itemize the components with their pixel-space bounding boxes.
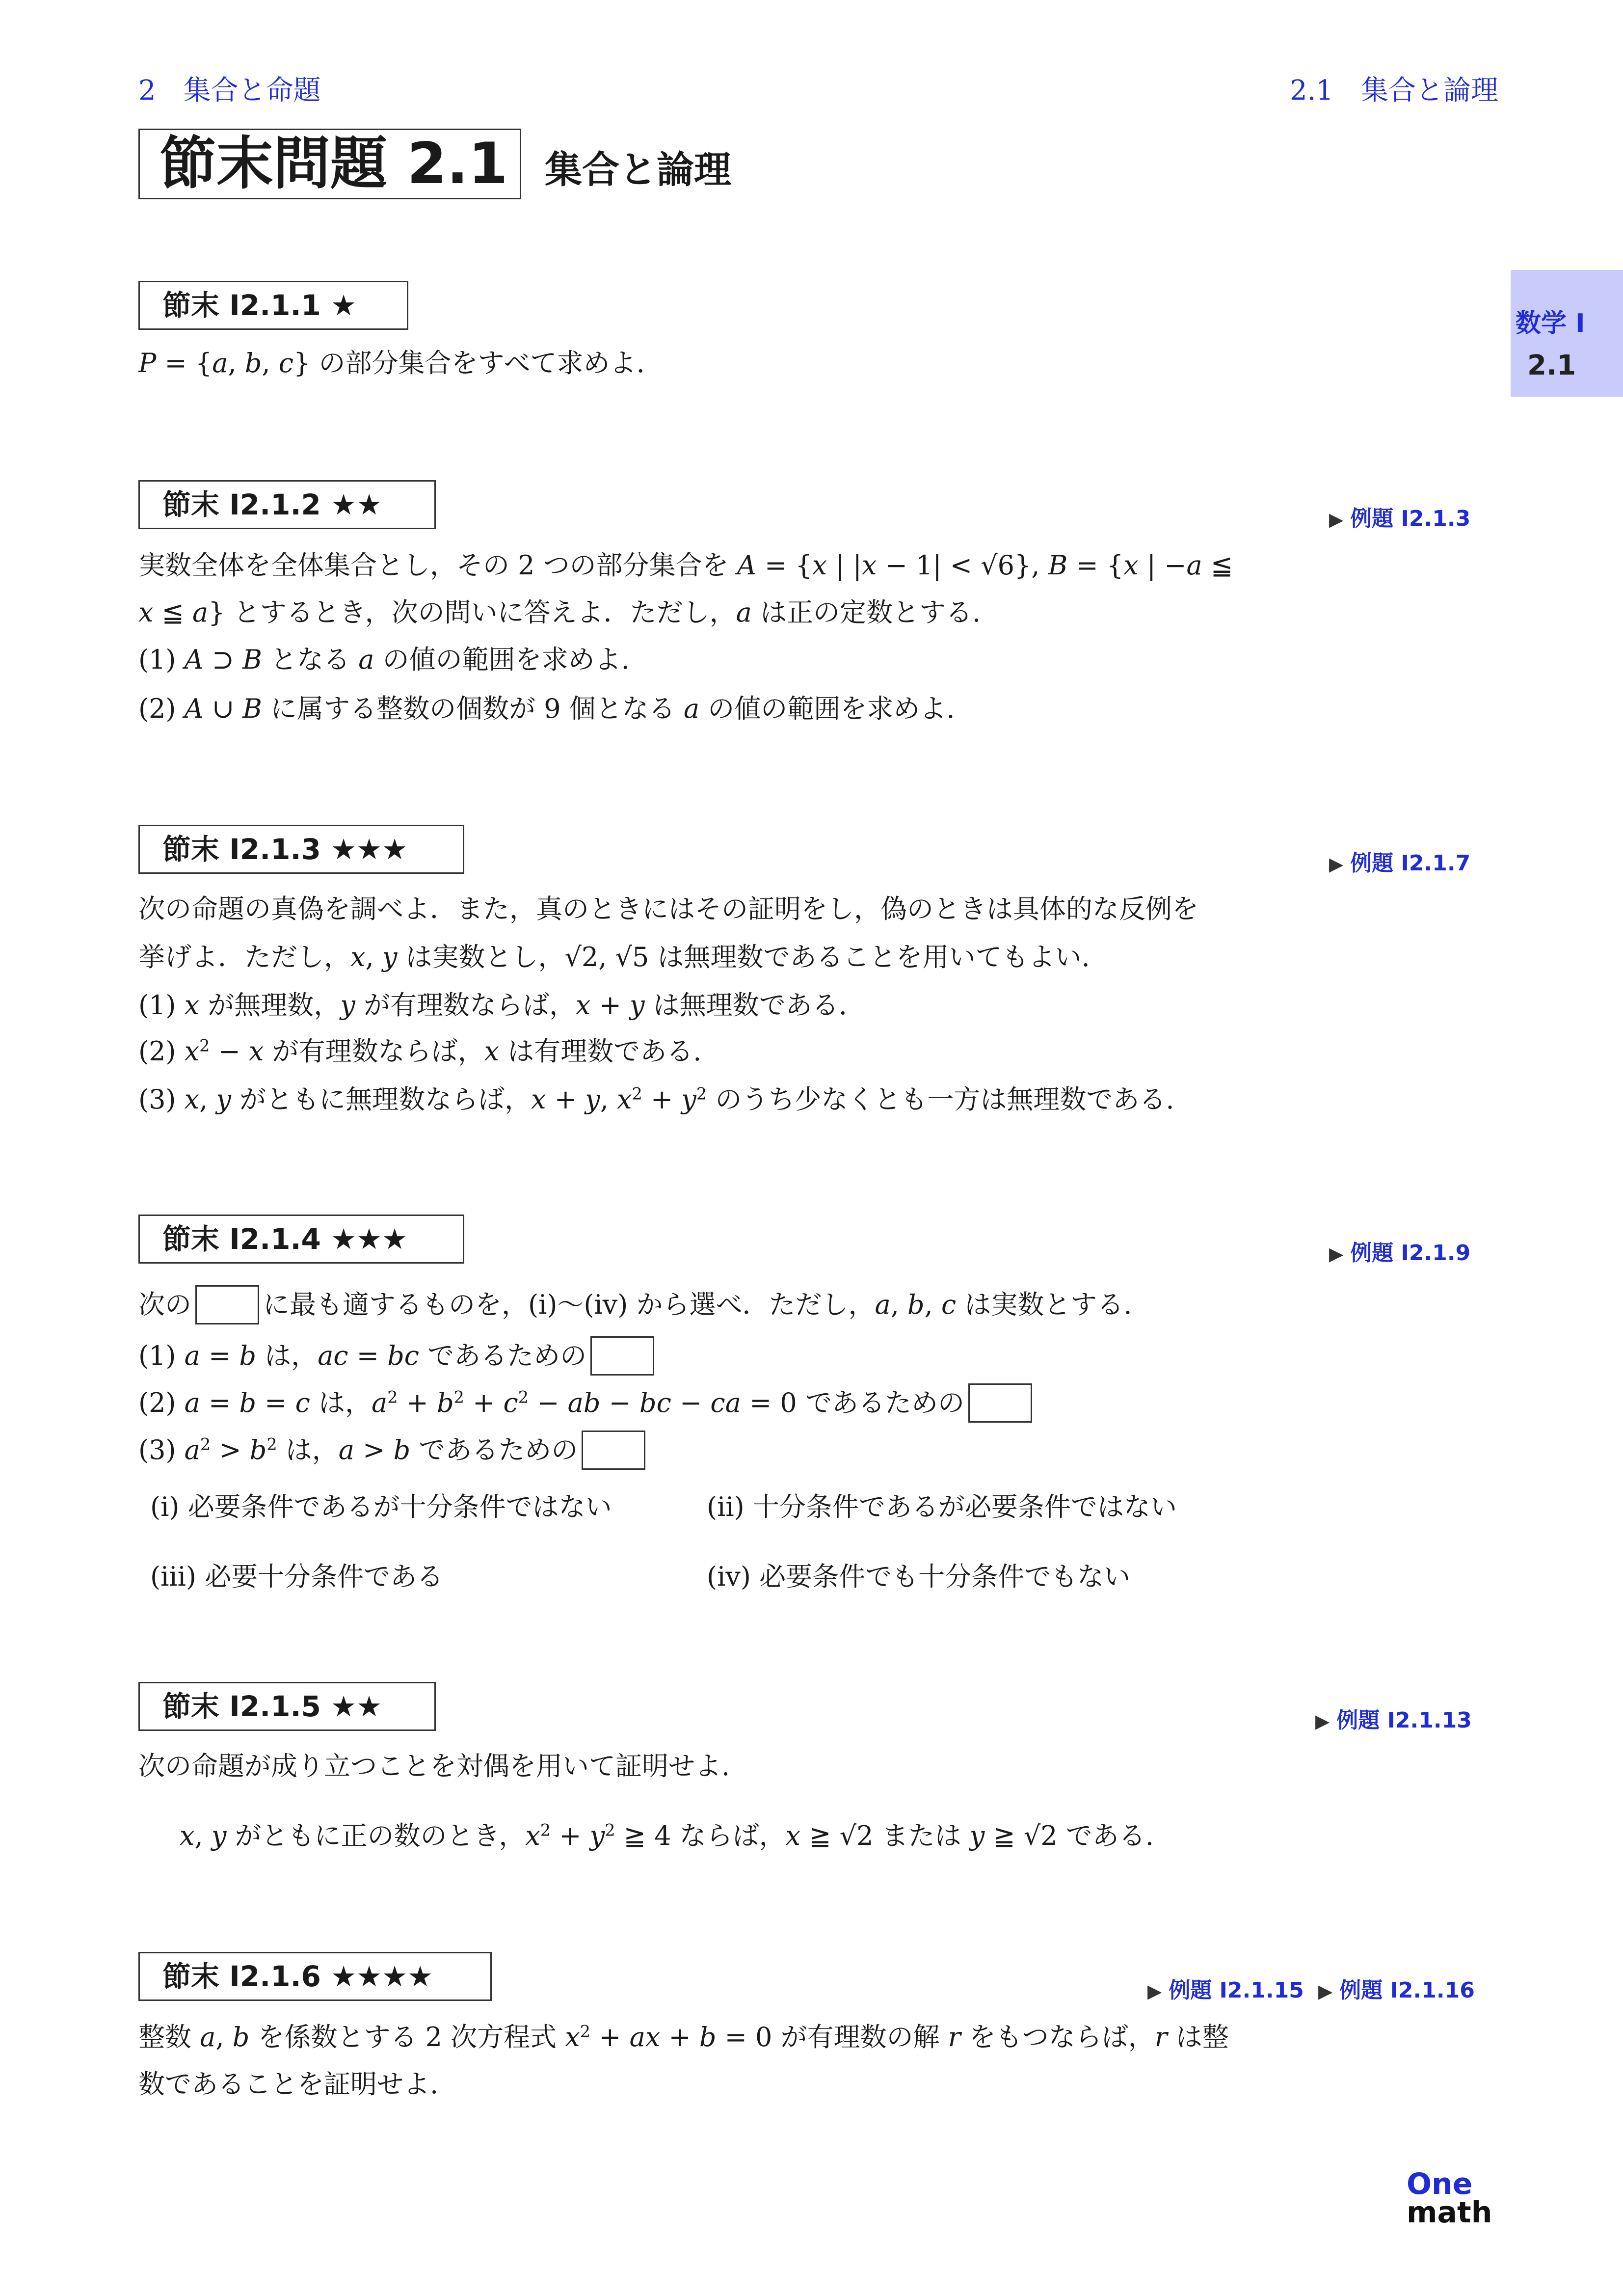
choice-i: (i) 必要条件であるが十分条件ではない <box>150 1491 612 1522</box>
problem-label-2: 節末 I2.1.2 ★★ <box>138 480 436 529</box>
onemath-logo <box>1407 2167 1492 2230</box>
logo-line-1: One <box>1407 2167 1473 2201</box>
problem-2-line-4: (2) A ∪ B に属する整数の個数が 9 個となる a の値の範囲を求めよ. <box>138 693 955 724</box>
problem-5-line-1: 次の命題が成り立つことを対偶を用いて証明せよ. <box>138 1751 730 1782</box>
problem-2-line-3: (1) A ⊃ B となる a の値の範囲を求めよ. <box>138 644 630 675</box>
problem-6-line-1: 整数 a, b を係数とする 2 次方程式 $x^2$ + ax + b = 0 が有理数の解 r をもつならば，r は整 <box>138 2022 1229 2053</box>
choice-iii: (iii) 必要十分条件である <box>150 1561 444 1592</box>
answer-blank <box>582 1431 645 1470</box>
problem-label-1: 節末 I2.1.1 ★ <box>138 281 408 330</box>
problem-3-line-1: 次の命題の真偽を調べよ．また，真のときにはその証明をし，偽のときは具体的な反例を <box>138 893 1198 924</box>
problem-label-3: 節末 I2.1.3 ★★★ <box>138 825 464 874</box>
choice-iv: (iv) 必要条件でも十分条件でもない <box>707 1561 1131 1592</box>
problem-label-6: 節末 I2.1.6 ★★★★ <box>138 1952 492 2001</box>
problem-label-4: 節末 I2.1.4 ★★★ <box>138 1215 464 1264</box>
problem-1-line-1: P = {a, b, c} の部分集合をすべて求めよ. <box>138 348 645 378</box>
problem-4-line-4: (3) $a^2 > b^2$ は，a > b であるための <box>138 1431 649 1470</box>
example-ref-link[interactable]: ▶ 例題 I2.1.15 <box>1147 1978 1304 2003</box>
example-ref-link[interactable]: ▶ 例題 I2.1.7 <box>1329 851 1471 876</box>
problem-3-line-2: 挙げよ．ただし，x, y は実数とし，√2, √5 は無理数であることを用いてもよい. <box>138 942 1090 972</box>
example-ref-link[interactable]: ▶ 例題 I2.1.3 <box>1329 506 1471 531</box>
choice-ii: (ii) 十分条件であるが必要条件ではない <box>707 1491 1177 1522</box>
logo-line-2: math <box>1407 2195 1492 2230</box>
problem-3-line-4: (2) $x^2 - x$ が有理数ならば，x は有理数である. <box>138 1036 702 1067</box>
problem-2-line-1: 実数全体を全体集合とし，その 2 つの部分集合を A = {x | |x − 1| < √6}, B = {x | −a ≦ <box>138 550 1233 581</box>
section-title-box: 節末問題 2.1 <box>138 129 521 199</box>
answer-blank <box>195 1285 259 1324</box>
problem-6-line-2: 数であることを証明せよ. <box>138 2069 439 2100</box>
answer-blank <box>590 1336 654 1376</box>
problem-3-line-5: (3) x, y がともに無理数ならば，x + y, $x^2 + y^2$ のうち少なくとも一方は無理数である. <box>138 1084 1174 1115</box>
header-section: 2.1 集合と論理 <box>1290 75 1499 107</box>
section-subtitle: 集合と論理 <box>545 148 731 191</box>
side-tab-subject: 数学 I <box>1516 309 1585 338</box>
header-chapter: 2 集合と命題 <box>138 75 321 107</box>
problem-label-5: 節末 I2.1.5 ★★ <box>138 1682 436 1731</box>
side-tab-section: 2.1 <box>1527 350 1576 381</box>
side-tab <box>1511 270 1623 397</box>
problem-5-statement: x, y がともに正の数のとき，$x^2 + y^2$ ≧ 4 ならば，x ≧ √2 または y ≧ √2 である. <box>180 1820 1154 1851</box>
problem-3-line-3: (1) x が無理数，y が有理数ならば，x + y は無理数である. <box>138 990 847 1021</box>
example-ref-link[interactable]: ▶ 例題 I2.1.13 <box>1315 1708 1472 1733</box>
example-ref-link[interactable]: ▶ 例題 I2.1.16 <box>1318 1978 1475 2003</box>
problem-2-line-2: x ≦ a} とするとき，次の問いに答えよ．ただし，a は正の定数とする. <box>138 597 981 628</box>
problem-4-line-1: 次の に最も適するものを，(i)〜(iv) から選べ．ただし，a, b, c は実数とする. <box>138 1285 1132 1324</box>
problem-4-line-3: (2) a = b = c は，$a^2 + b^2 + c^2$ − ab − bc − ca = 0 であるための <box>138 1383 1036 1423</box>
example-ref-link[interactable]: ▶ 例題 I2.1.9 <box>1329 1241 1471 1266</box>
problem-4-line-2: (1) a = b は，ac = bc であるための <box>138 1336 658 1376</box>
answer-blank <box>968 1383 1032 1423</box>
